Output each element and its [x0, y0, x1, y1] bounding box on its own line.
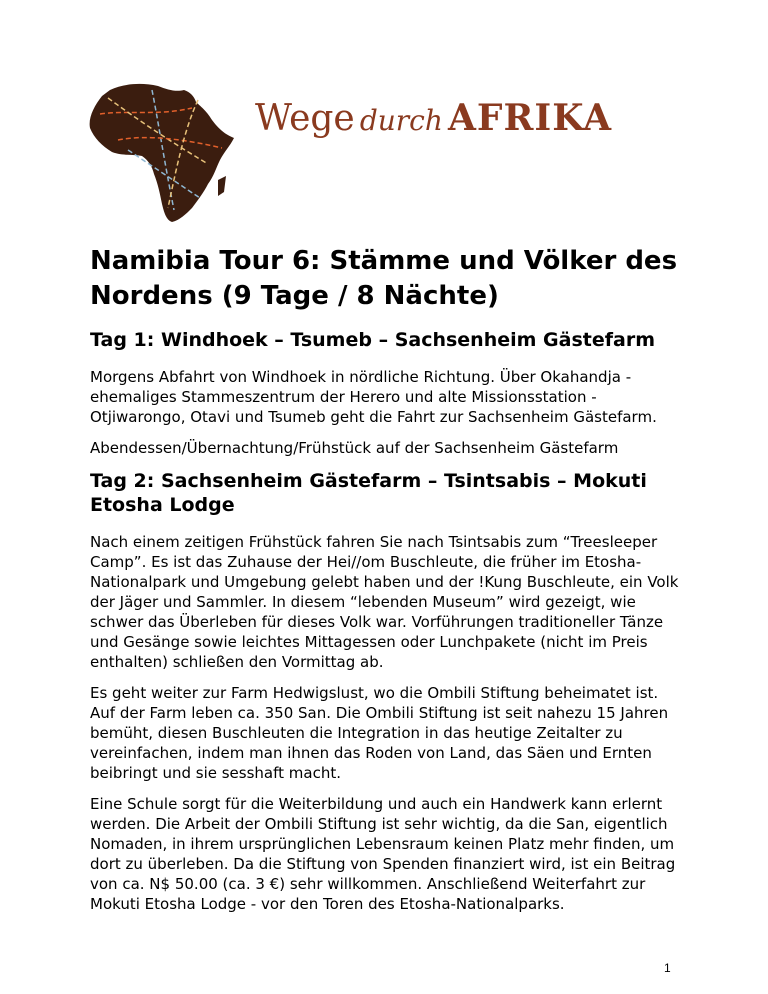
day2-heading: Tag 2: Sachsenheim Gästefarm – Tsintsabis – Mokuti Etosha Lodge [90, 470, 647, 516]
logo-word-durch: durch [359, 104, 443, 137]
logo-word-wege: Wege [255, 98, 355, 139]
document-title: Namibia Tour 6: Stämme und Völker des Nordens (9 Tage / 8 Nächte) [90, 246, 678, 311]
day2-paragraph-3: Eine Schule sorgt für die Weiterbildung und auch ein Handwerk kann erlernt werden. Die Arbeit der Ombili Stiftung ist sehr wichtig, da die San, eigentlich Nomaden, in ihrem ursprünglichen Lebensraum keinen Platz mehr finden, um dort zu überleben. Da die Stiftung von Spenden finanziert wird, ist ein Beitrag von ca. N$ 50.00 (ca. 3 €) sehr willkommen. Anschließend Weiterfahrt zur Mokuti Etosha Lodge - vor den Toren des Etosha-Nationalparks. [90, 795, 676, 913]
day1-paragraph-2: Abendessen/Übernachtung/Frühstück auf der Sachsenheim Gästefarm [90, 439, 619, 457]
day2-paragraph-1: Nach einem zeitigen Frühstück fahren Sie nach Tsintsabis zum “Treesleeper Camp”. Es ist das Zuhause der Hei//om Buschleute, die früher im Etosha-Nationalpark und Umgebung gelebt haben und der !Kung Buschleute, ein Volk der Jäger und Sammler. In diesem “lebenden Museum” wird gezeigt, wie schwer das Überleben für dieses Volk war. Vorführungen traditioneller Tänze und Gesänge sowie leichtes Mittagessen oder Lunchpakete (nicht im Preis enthalten) schließen den Vormittag ab. [90, 533, 679, 671]
day1-heading: Tag 1: Windhoek – Tsumeb – Sachsenheim Gästefarm [90, 329, 655, 351]
logo-wordmark [255, 97, 612, 139]
day1-paragraph-1: Morgens Abfahrt von Windhoek in nördliche Richtung. Über Okahandja - ehemaliges Stammeszentrum der Herero und alte Missionsstation - Otjiwarongo, Otavi und Tsumeb geht die Fahrt zur Sachsenheim Gästefarm. [90, 368, 657, 426]
day2-paragraph-2: Es geht weiter zur Farm Hedwigslust, wo die Ombili Stiftung beheimatet ist. Auf der Farm leben ca. 350 San. Die Ombili Stiftung ist seit nahezu 15 Jahren bemüht, diesen Buschleuten die Integration in das heutige Zeitalter zu vereinfachen, indem man ihnen das Roden von Land, das Säen und Ernten beibringt und sie sesshaft macht. [90, 684, 669, 782]
wege-durch-afrika-logo [88, 80, 633, 226]
africa-map-icon [88, 80, 258, 226]
document-body [90, 244, 680, 925]
logo-word-afrika: AFRIKA [447, 97, 612, 139]
page-number: 1 [664, 961, 671, 975]
